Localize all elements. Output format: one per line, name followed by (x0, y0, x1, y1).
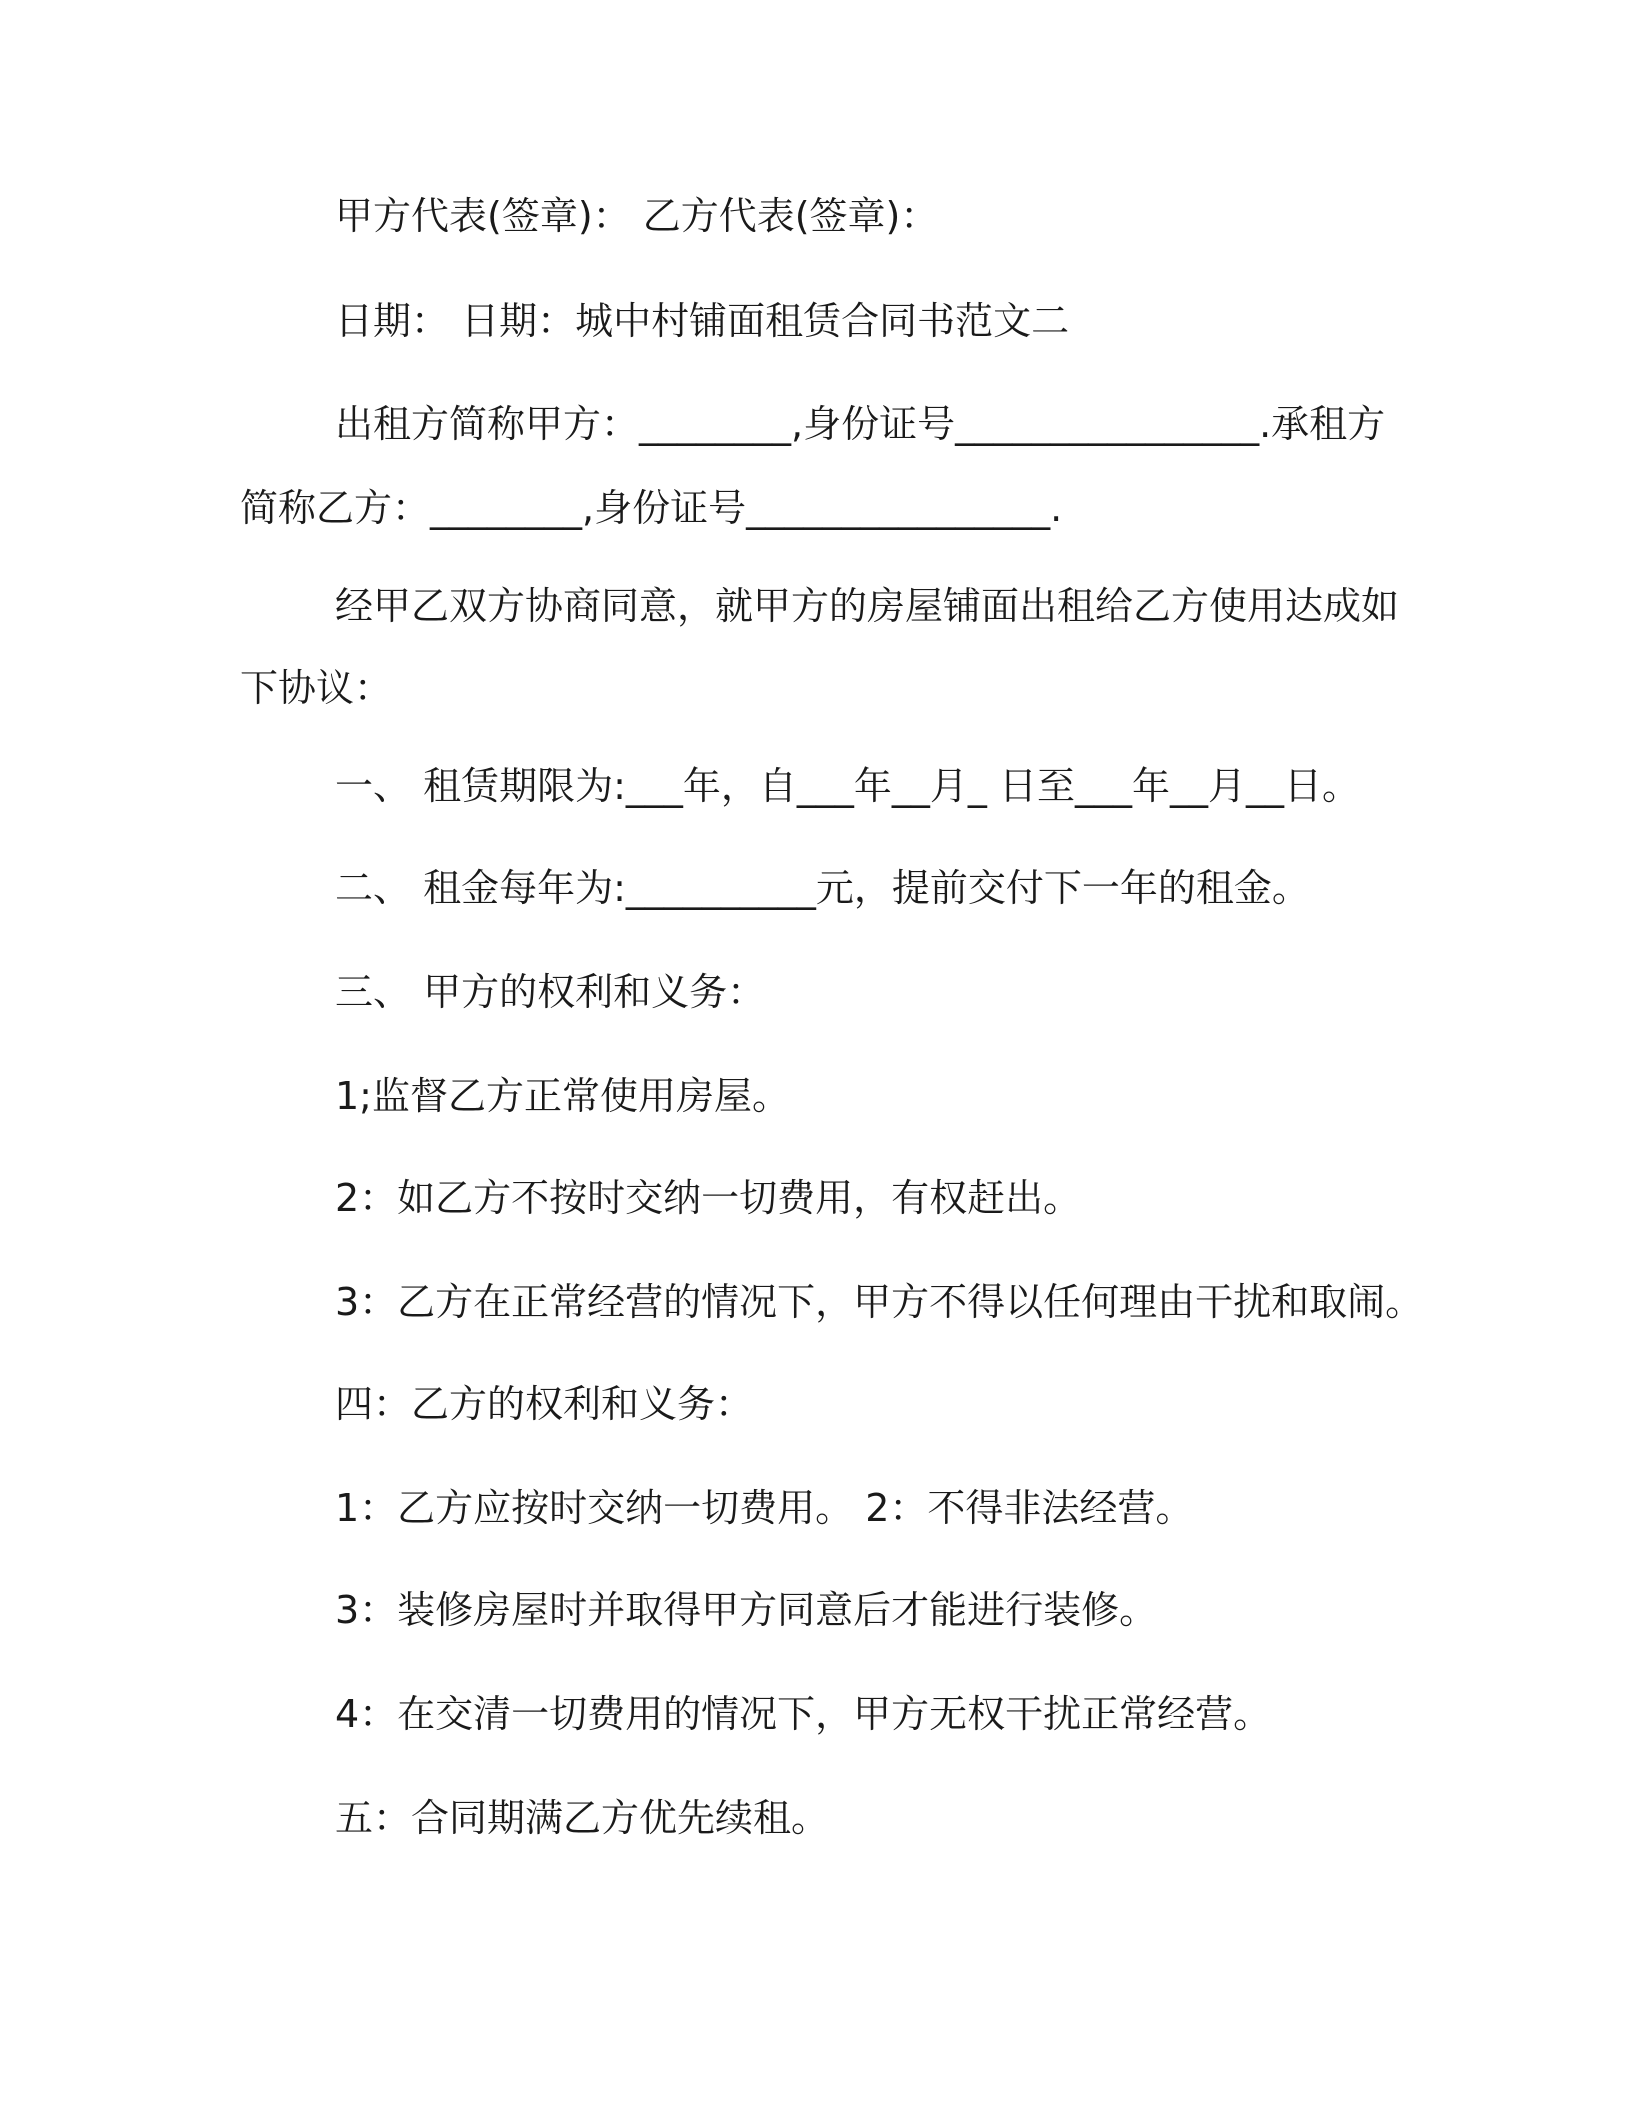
clause-lessee-rights-heading: 四：乙方的权利和义务： (335, 1382, 754, 1426)
clause-lease-term: 一、 租赁期限为:___年，自___年__月_ 日至___年__月__日。 (335, 764, 1360, 808)
clause-lessor-rights-heading: 三、 甲方的权利和义务： (335, 970, 766, 1014)
lessee-item-4: 4：在交清一切费用的情况下，甲方无权干扰正常经营。 (335, 1692, 1272, 1736)
lessor-item-2: 2：如乙方不按时交纳一切费用，有权赶出。 (335, 1176, 1082, 1220)
date-title-line: 日期： 日期：城中村铺面租赁合同书范文二 (335, 299, 1070, 343)
lessor-item-3: 3：乙方在正常经营的情况下，甲方不得以任何理由干扰和取闹。 (335, 1280, 1424, 1324)
lessee-party-line: 简称乙方：________,身份证号________________. (240, 486, 1063, 530)
clause-renewal: 五：合同期满乙方优先续租。 (335, 1796, 830, 1840)
signature-line: 甲方代表(签章)： 乙方代表(签章)： (335, 194, 939, 238)
clause-rent: 二、 租金每年为:__________元，提前交付下一年的租金。 (335, 866, 1310, 910)
lessee-item-1-2: 1：乙方应按时交纳一切费用。 2：不得非法经营。 (335, 1486, 1194, 1530)
lessor-party-line: 出租方简称甲方：________,身份证号________________.承租方 (335, 402, 1386, 446)
lessor-item-1: 1;监督乙方正常使用房屋。 (335, 1074, 790, 1118)
lessee-item-3: 3：装修房屋时并取得甲方同意后才能进行装修。 (335, 1588, 1158, 1632)
intro-paragraph-line2: 下协议： (240, 666, 393, 710)
intro-paragraph-line1: 经甲乙双方协商同意，就甲方的房屋铺面出租给乙方使用达成如 (335, 584, 1400, 628)
